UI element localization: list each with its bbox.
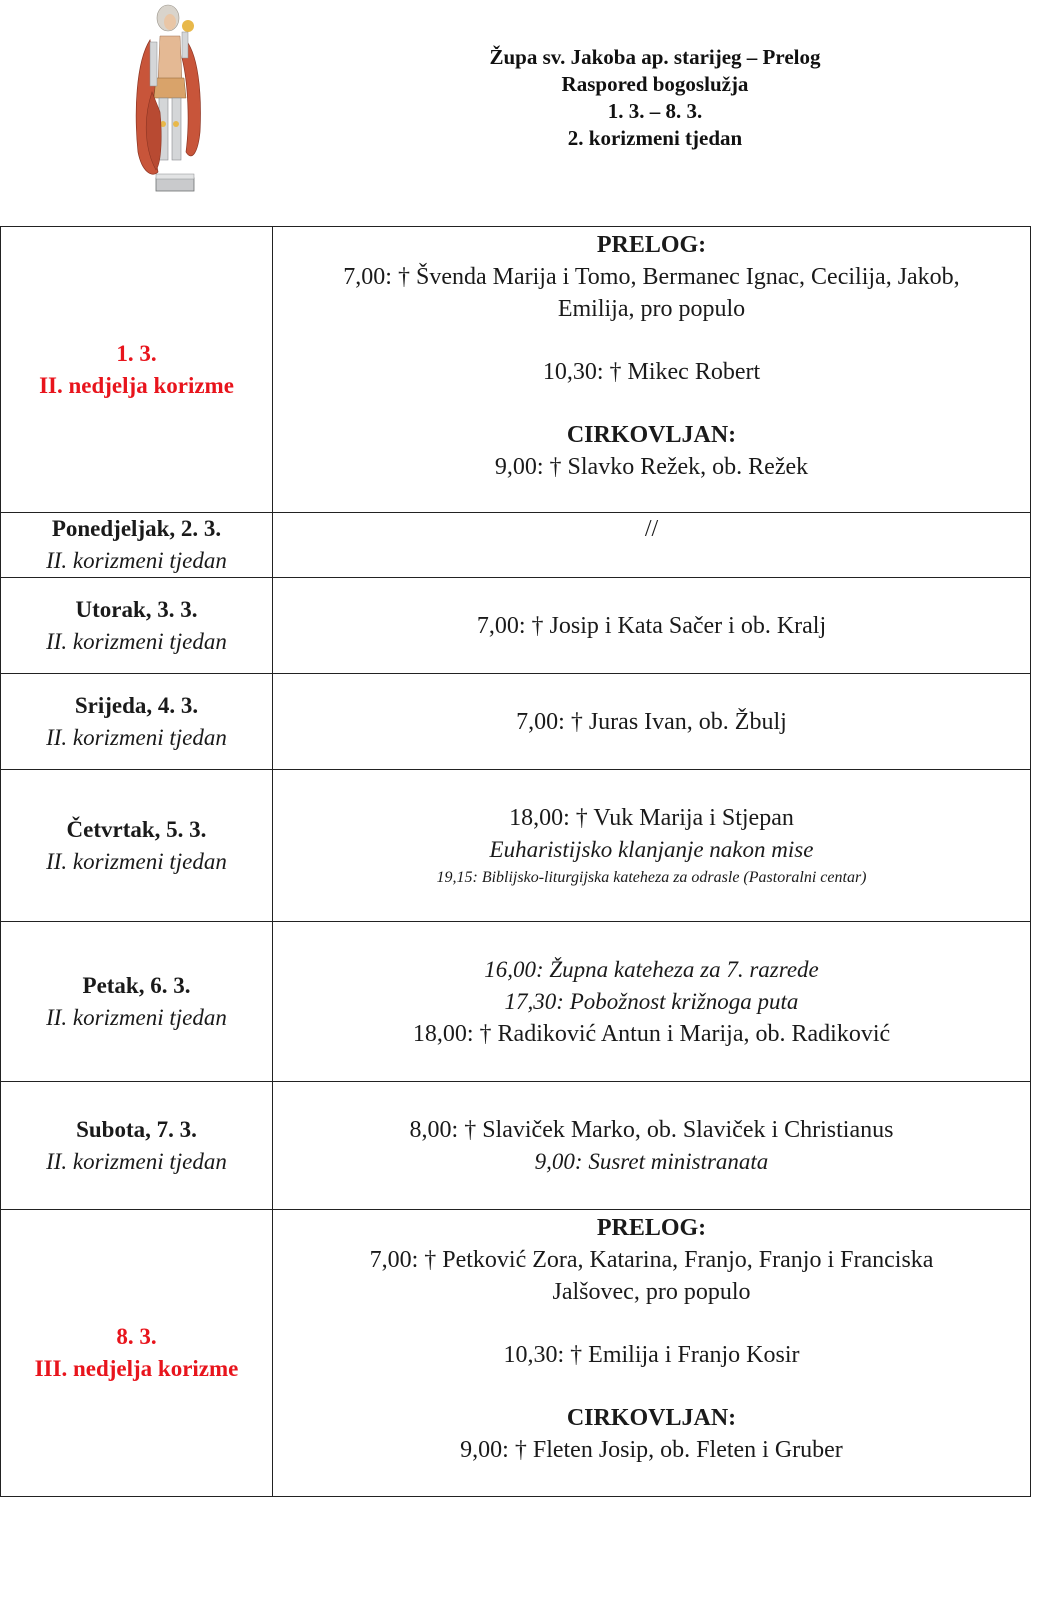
table-row [1,513,1031,578]
day-name: Subota, 7. 3. [76,1116,197,1142]
service-line: 7,00: † Švenda Marija i Tomo, Bermanec Ignac, Cecilija, Jakob, [343,264,960,290]
location-heading: PRELOG: [596,232,707,258]
table-row [1,674,1031,770]
service-line: 7,00: † Josip i Kata Sačer i ob. Kralj [476,612,827,639]
date-range: 1. 3. – 8. 3. [607,99,703,123]
mass-schedule-table [0,226,1031,1497]
service-line: 18,00: † Vuk Marija i Stjepan [509,804,794,831]
services-cell [273,770,1031,922]
services-cell [273,227,1031,513]
table-row [1,922,1031,1082]
service-note: 16,00: Župna kateheza za 7. razrede [484,956,819,982]
liturgical-week: II. korizmeni tjedan [46,548,227,573]
document-header [340,44,970,152]
schedule-title: Raspored bogoslužja [561,72,749,96]
services-cell [273,1210,1031,1497]
service-line: Jalšovec, pro populo [552,1279,751,1305]
day-cell [1,227,273,513]
service-line: 9,00: † Slavko Režek, ob. Režek [494,454,809,480]
service-line: // [644,516,659,542]
service-note: Euharistijsko klanjanje nakon mise [489,836,814,862]
service-line: 10,30: † Emilija i Franjo Kosir [503,1342,800,1368]
feast-date: 8. 3. [116,1324,157,1349]
day-name: Petak, 6. 3. [82,972,191,998]
day-cell [1,578,273,674]
service-line: 7,00: † Juras Ivan, ob. Žbulj [516,708,787,735]
week-title: 2. korizmeni tjedan [567,126,743,150]
day-name: Ponedjeljak, 2. 3. [51,516,222,541]
services-cell [273,674,1031,770]
table-row [1,1210,1031,1497]
parish-title: Župa sv. Jakoba ap. starijeg – Prelog [489,45,821,69]
location-heading: PRELOG: [596,1215,707,1241]
table-row [1,578,1031,674]
day-cell [1,1210,273,1497]
service-line: 18,00: † Radiković Antun i Marija, ob. Radiković [412,1020,891,1047]
service-note: 19,15: Biblijsko-liturgijska kateheza za odrasle (Pastoralni centar) [436,868,867,886]
table-row [1,770,1031,922]
day-name: Četvrtak, 5. 3. [66,816,207,842]
services-cell [273,578,1031,674]
location-heading: CIRKOVLJAN: [566,1405,737,1431]
day-name: Srijeda, 4. 3. [74,692,199,718]
feast-name: III. nedjelja korizme [34,1356,239,1381]
liturgical-week: II. korizmeni tjedan [46,1004,227,1030]
service-line: 7,00: † Petković Zora, Katarina, Franjo, Franjo i Franciska [369,1247,934,1273]
services-cell [273,513,1031,578]
liturgical-week: II. korizmeni tjedan [46,724,227,750]
service-line: 8,00: † Slaviček Marko, ob. Slaviček i Christianus [409,1116,894,1143]
day-cell [1,674,273,770]
day-cell [1,922,273,1082]
day-cell [1,1082,273,1210]
service-note: 9,00: Susret ministranata [534,1148,769,1174]
liturgical-week: II. korizmeni tjedan [46,848,227,874]
liturgical-week: II. korizmeni tjedan [46,628,227,654]
feast-date: 1. 3. [116,340,157,366]
table-row [1,1082,1031,1210]
service-line: 10,30: † Mikec Robert [542,359,761,385]
services-cell [273,922,1031,1082]
liturgical-week: II. korizmeni tjedan [46,1148,227,1174]
location-heading: CIRKOVLJAN: [566,422,737,448]
day-name: Utorak, 3. 3. [75,596,198,622]
day-cell [1,770,273,922]
table-row [1,227,1031,513]
saint-james-statue-icon [132,2,208,194]
day-cell [1,513,273,578]
service-line: 9,00: † Fleten Josip, ob. Fleten i Gruber [460,1437,843,1463]
feast-name: II. nedjelja korizme [39,372,234,398]
service-line: Emilija, pro populo [557,296,746,322]
service-note: 17,30: Pobožnost križnoga puta [504,988,799,1014]
services-cell [273,1082,1031,1210]
